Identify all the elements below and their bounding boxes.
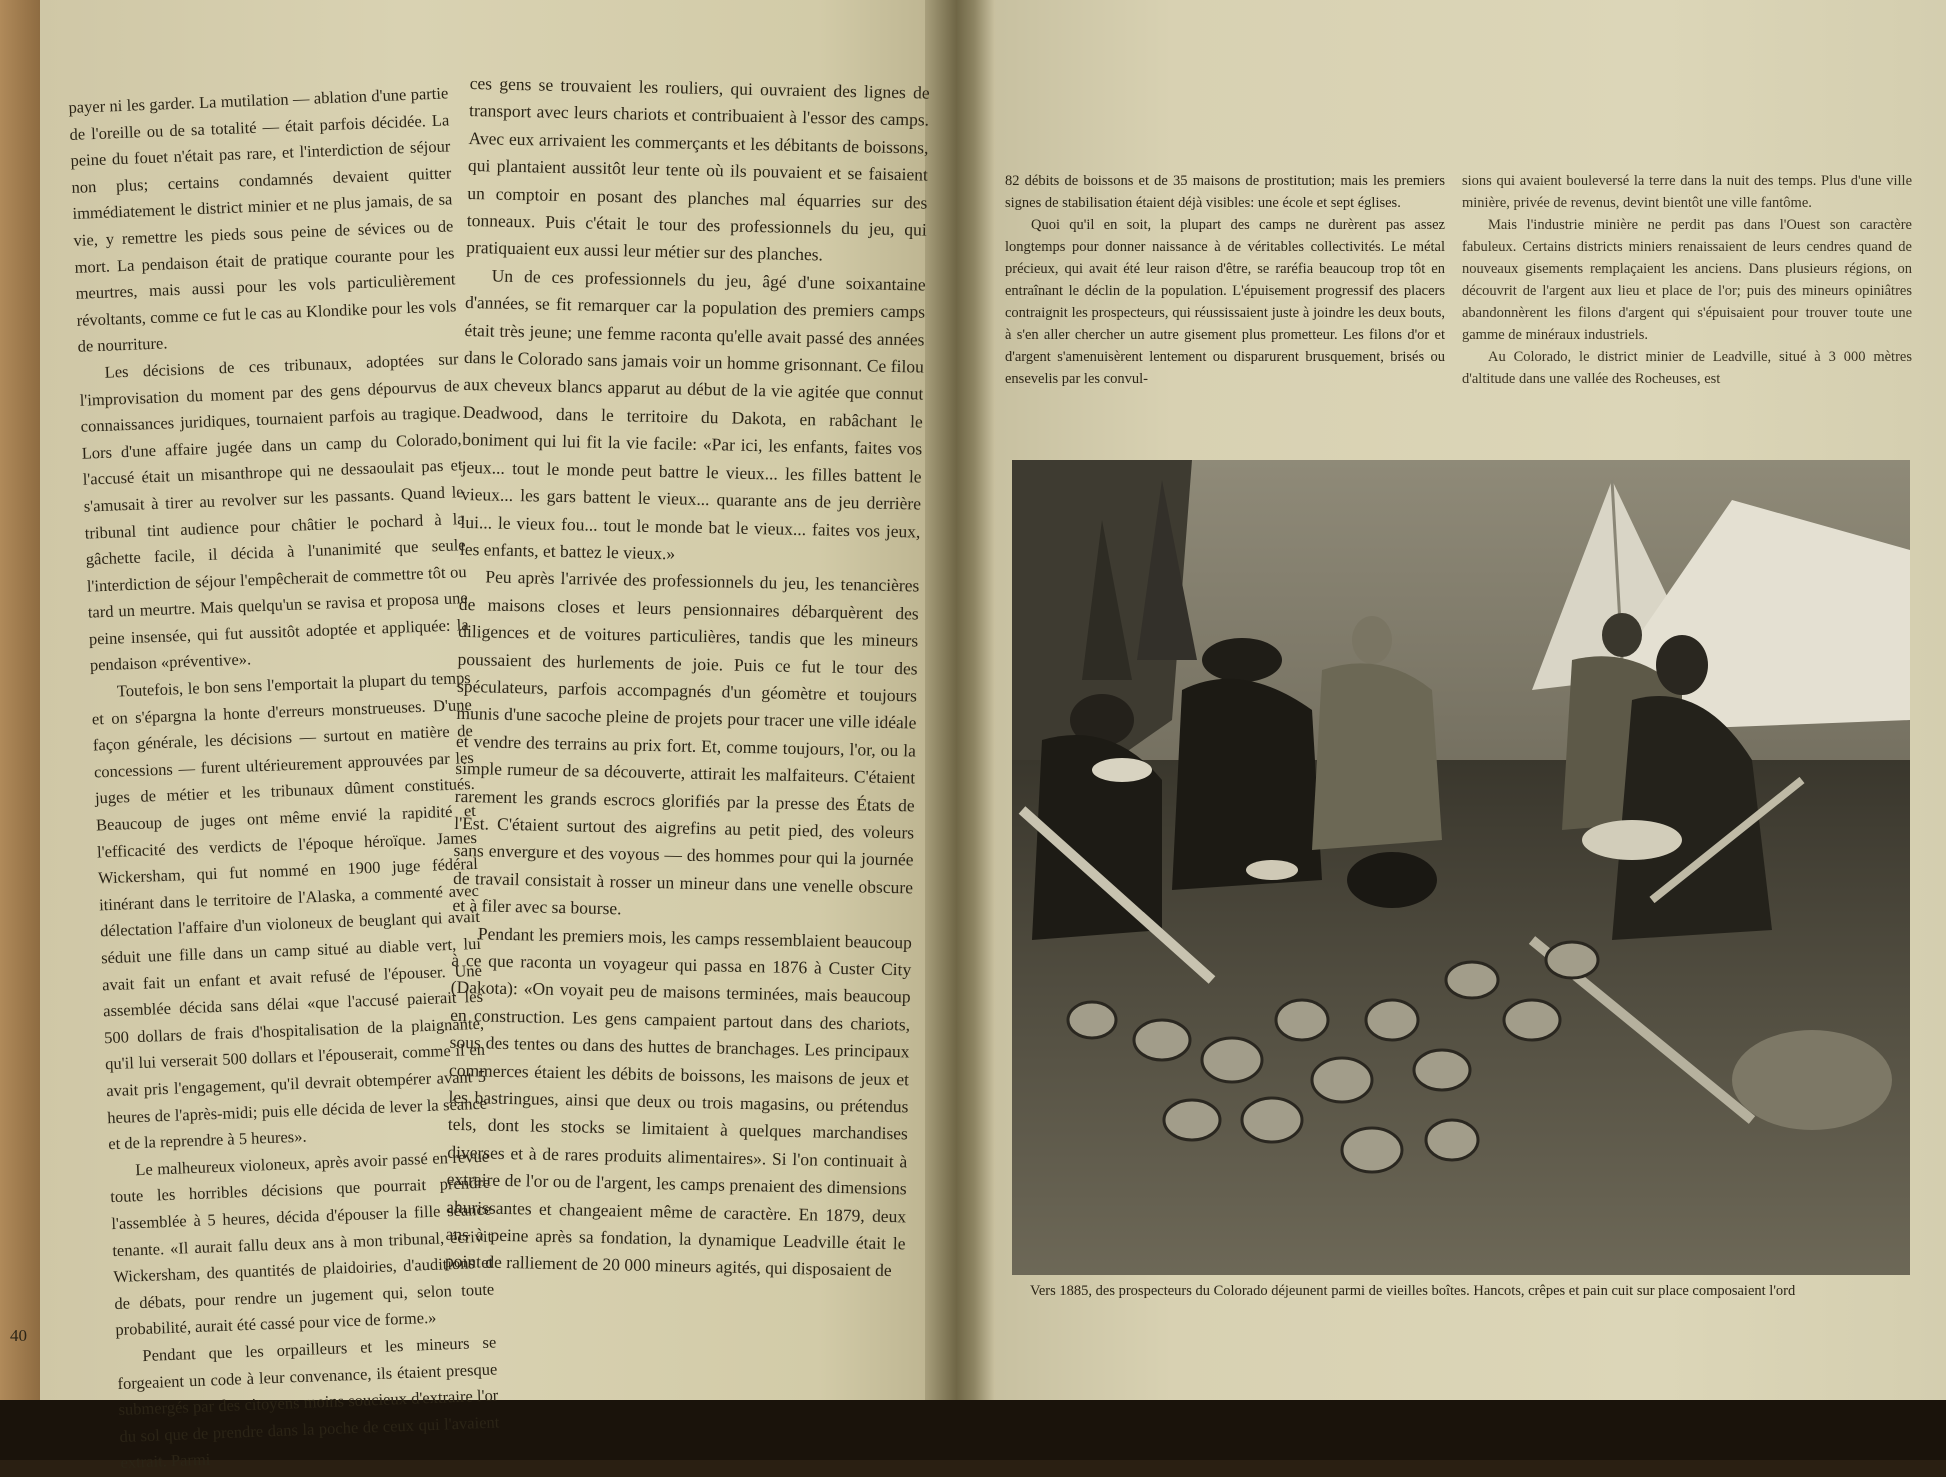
photo-caption: Vers 1885, des prospecteurs du Colorado déjeunent parmi de vieilles boîtes. Hancots, crêpes et pain cuit sur place composaient l'ord [1030, 1283, 1796, 1299]
paragraph: Toutefois, le bon sens l'emportait la plupart du temps et on s'épargna la honte d'erreurs monstrueuses. D'une façon générale, les décisions — surtout en matière de concessions — furent ultérieurement approuvées par les juges de métier et les tribunaux dûment constitués. Beaucoup de juges ont même envié la rapidité et l'efficacité des verdicts de l'époque héroïque. James Wickersham, qui fut nommé en 1900 juge fédéral itinérant dans le territoire de l'Alaska, a commenté avec délectation l'affaire d'un violoneux de beuglant qui avait séduit une fille dans un camp situé au diable vert, lui avait fait un enfant et avait refusé de l'épouser. Une assemblée décida sans délai «que l'accusé paierait les 500 dollars de frais d'hospitalisation de la plaignante, qu'il lui verserait 500 dollars et l'épouserait, comme il en avait pris l'engagement, qu'il devrait obtempérer avant 5 heures de l'après-midi; puis elle décida de lever la séance et de la reprendre à 5 heures». [91, 668, 488, 1154]
left-page-column-2 [445, 70, 930, 1285]
prospectors-photograph [1012, 460, 1910, 1275]
left-page-column-1 [68, 80, 501, 1476]
right-page-column-1 [1005, 170, 1445, 390]
paragraph: 82 débits de boissons et de 35 maisons de prostitution; mais les premiers signes de stabilisation étaient déjà visibles: une école et sept églises. [1005, 173, 1445, 211]
paragraph: Au Colorado, le district minier de Leadville, situé à 3 000 mètres d'altitude dans une vallée des Rocheuses, est [1462, 349, 1912, 387]
paragraph: Mais l'industrie minière ne perdit pas dans l'Ouest son caractère fabuleux. Certains districts miniers renaissaient de leurs cendres quand de nouveaux gisements remplaçaient les anciens. Dans plusieurs régions, on découvrit de l'argent aux lieu et place de l'or; puis des mineurs opiniâtres abandonnèrent les filons d'argent qui s'épuisaient pour trouver toute une gamme de minéraux industriels. [1462, 217, 1912, 343]
paragraph: ces gens se trouvaient les rouliers, qui ouvraient des lignes de transport avec leurs chariots et contribuaient à l'essor des camps. Avec eux arrivaient les commerçants et les débitants de boissons, qui plantaient aussitôt leur tente où ils pouvaient et se faisaient un comptoir en posant des planches mal équarries sur des tonneaux. Puis c'était le tour des professionnels du jeu, qui pratiquaient eux aussi leur métier sur des planches. [466, 72, 930, 265]
paragraph: sions qui avaient bouleversé la terre dans la nuit des temps. Plus d'une ville minière, privée de revenus, devint bientôt une ville fantôme. [1462, 173, 1912, 211]
page-number: 40 [10, 1326, 27, 1345]
book-gutter [925, 0, 995, 1455]
paragraph: payer ni les garder. La mutilation — ablation d'une partie de l'oreille ou de sa totalité — était parfois décidée. La peine du fouet n'était pas rare, et l'interdiction de séjour non plus; certains condamnés devaient quitter immédiatement le district minier et ne plus jamais, de sa vie, y remettre les pieds sous peine de sévices ou de mort. La pendaison était de pratique courante pour les meurtres, mais aussi pour les vols particulièrement révoltants, comme ce fut le cas au Klondike pour les vols de nourriture. [68, 83, 457, 357]
paragraph: Peu après l'arrivée des professionnels du jeu, les tenancières de maisons closes et leurs pensionnaires débarquèrent des diligences et de voitures particulières, tandis que les mineurs poussaient des hurlements de joie. Puis ce fut le tour des spéculateurs, parfois accompagnés d'un géomètre et toujours munis d'une sacoche pleine de projets pour tracer une ville idéale et vendre des terrains au prix fort. Et, comme toujours, l'or, ou la simple rumeur de sa découverte, attirait les malfaiteurs. C'étaient rarement les grands escrocs glorifiés par la presse des États de l'Est. C'étaient surtout des aigrefins au petit pied, des voleurs sans envergure et des voyous — des hommes pour qui la journée de travail consistait à rosser un mineur dans une venelle obscure et à filer avec sa bourse. [452, 566, 920, 919]
paragraph: Pendant que les orpailleurs et les mineurs se forgeaient un code à leur convenance, ils étaient presque submergés par des citoyens moins soucieux d'extraire l'or du sol que de prendre dans la poche de ceux qui l'avaient extrait. Parmi [117, 1332, 500, 1473]
paragraph: Un de ces professionnels du jeu, âgé d'une soixantaine d'années, se fit remarquer car la population des premiers camps était très jeune; une femme raconta qu'elle avait passé des années dans le Colorado sans jamais voir un homme grisonnant. Ce filou aux cheveux blancs apparut au début de la vie agitée que connut Deadwood, dans le territoire du Dakota, en rabâchant le boniment qui lui fit la vie facile: «Par ici, les enfants, faites vos jeux... tout le monde peut battre le vieux... les filles battent le vieux... les gars battent le vieux... quarante ans de jeu derrière lui... le vieux fou... tout le monde bat le vieux... faites vos jeux, les enfants, et battez le vieux.» [459, 265, 926, 564]
paragraph: Le malheureux violoneux, après avoir passé en revue toute les horribles décisions que pourrait prendre l'assemblée à 5 heures, décida d'épouser la fille séance tenante. «Il aurait fallu deux ans à mon tribunal, écrivit Wickersham, des quantités de plaidoiries, d'auditions et de débats, pour rendre un jugement qui, selon toute probabilité, aurait été cassé pour vice de forme.» [109, 1146, 495, 1340]
paragraph: Pendant les premiers mois, les camps ressemblaient beaucoup à ce que raconta un voyageur qui passa en 1876 à Custer City (Dakota): «On voyait peu de maisons terminées, mais beaucoup en construction. Les gens campaient partout dans des chariots, sous des tentes ou dans des huttes de branchages. Les principaux commerces étaient les débits de boissons, les maisons de jeux et les bastringues, ainsi que deux ou trois magasins, ou prétendus tels, dont les stocks se limitaient à quelques marchandises diverses et à de rares produits alimentaires». Si l'on continuait à extraire de l'or ou de l'argent, les camps prenaient des dimensions ahurissantes et changeaient même de caractère. En 1879, deux ans à peine après sa fondation, la dynamique Leadville était le point de ralliement de 20 000 mineurs agités, qui disposaient de [444, 922, 913, 1281]
paragraph: Quoi qu'il en soit, la plupart des camps ne durèrent pas assez longtemps pour donner naissance à de véritables collectivités. Le métal précieux, qui avait été leur raison d'être, se raréfia beaucoup trop tôt en entraînant le déclin de la population. L'épuisement progressif des placers contraignit les prospecteurs, qui réussissaient juste à joindre les deux bouts, à s'en aller chercher un autre gisement plus prometteur. Les filons d'or et d'argent s'amenuisèrent lentement ou disparurent brusquement, brisés ou ensevelis par les convul- [1005, 217, 1445, 387]
paragraph: Les décisions de ces tribunaux, adoptées sur l'improvisation du moment par des gens dépourvus de connaissances juridiques, tournaient parfois au tragique. Lors d'une affaire jugée dans un camp du Colorado, l'accusé était un misanthrope qui ne dessaoulait pas et s'amusait à tirer au revolver sur les passants. Quand le tribunal tint audience pour châtier le pochard à la gâchette facile, il décida à l'unanimité que seule l'interdiction de séjour l'empêcherait de commettre tôt ou tard un meurtre. Mais quelqu'un se ravisa et proposa une peine insensée, qui fut aussitôt adoptée et appliquée: la pendaison «préventive». [79, 349, 469, 676]
right-page-column-2 [1462, 170, 1912, 390]
